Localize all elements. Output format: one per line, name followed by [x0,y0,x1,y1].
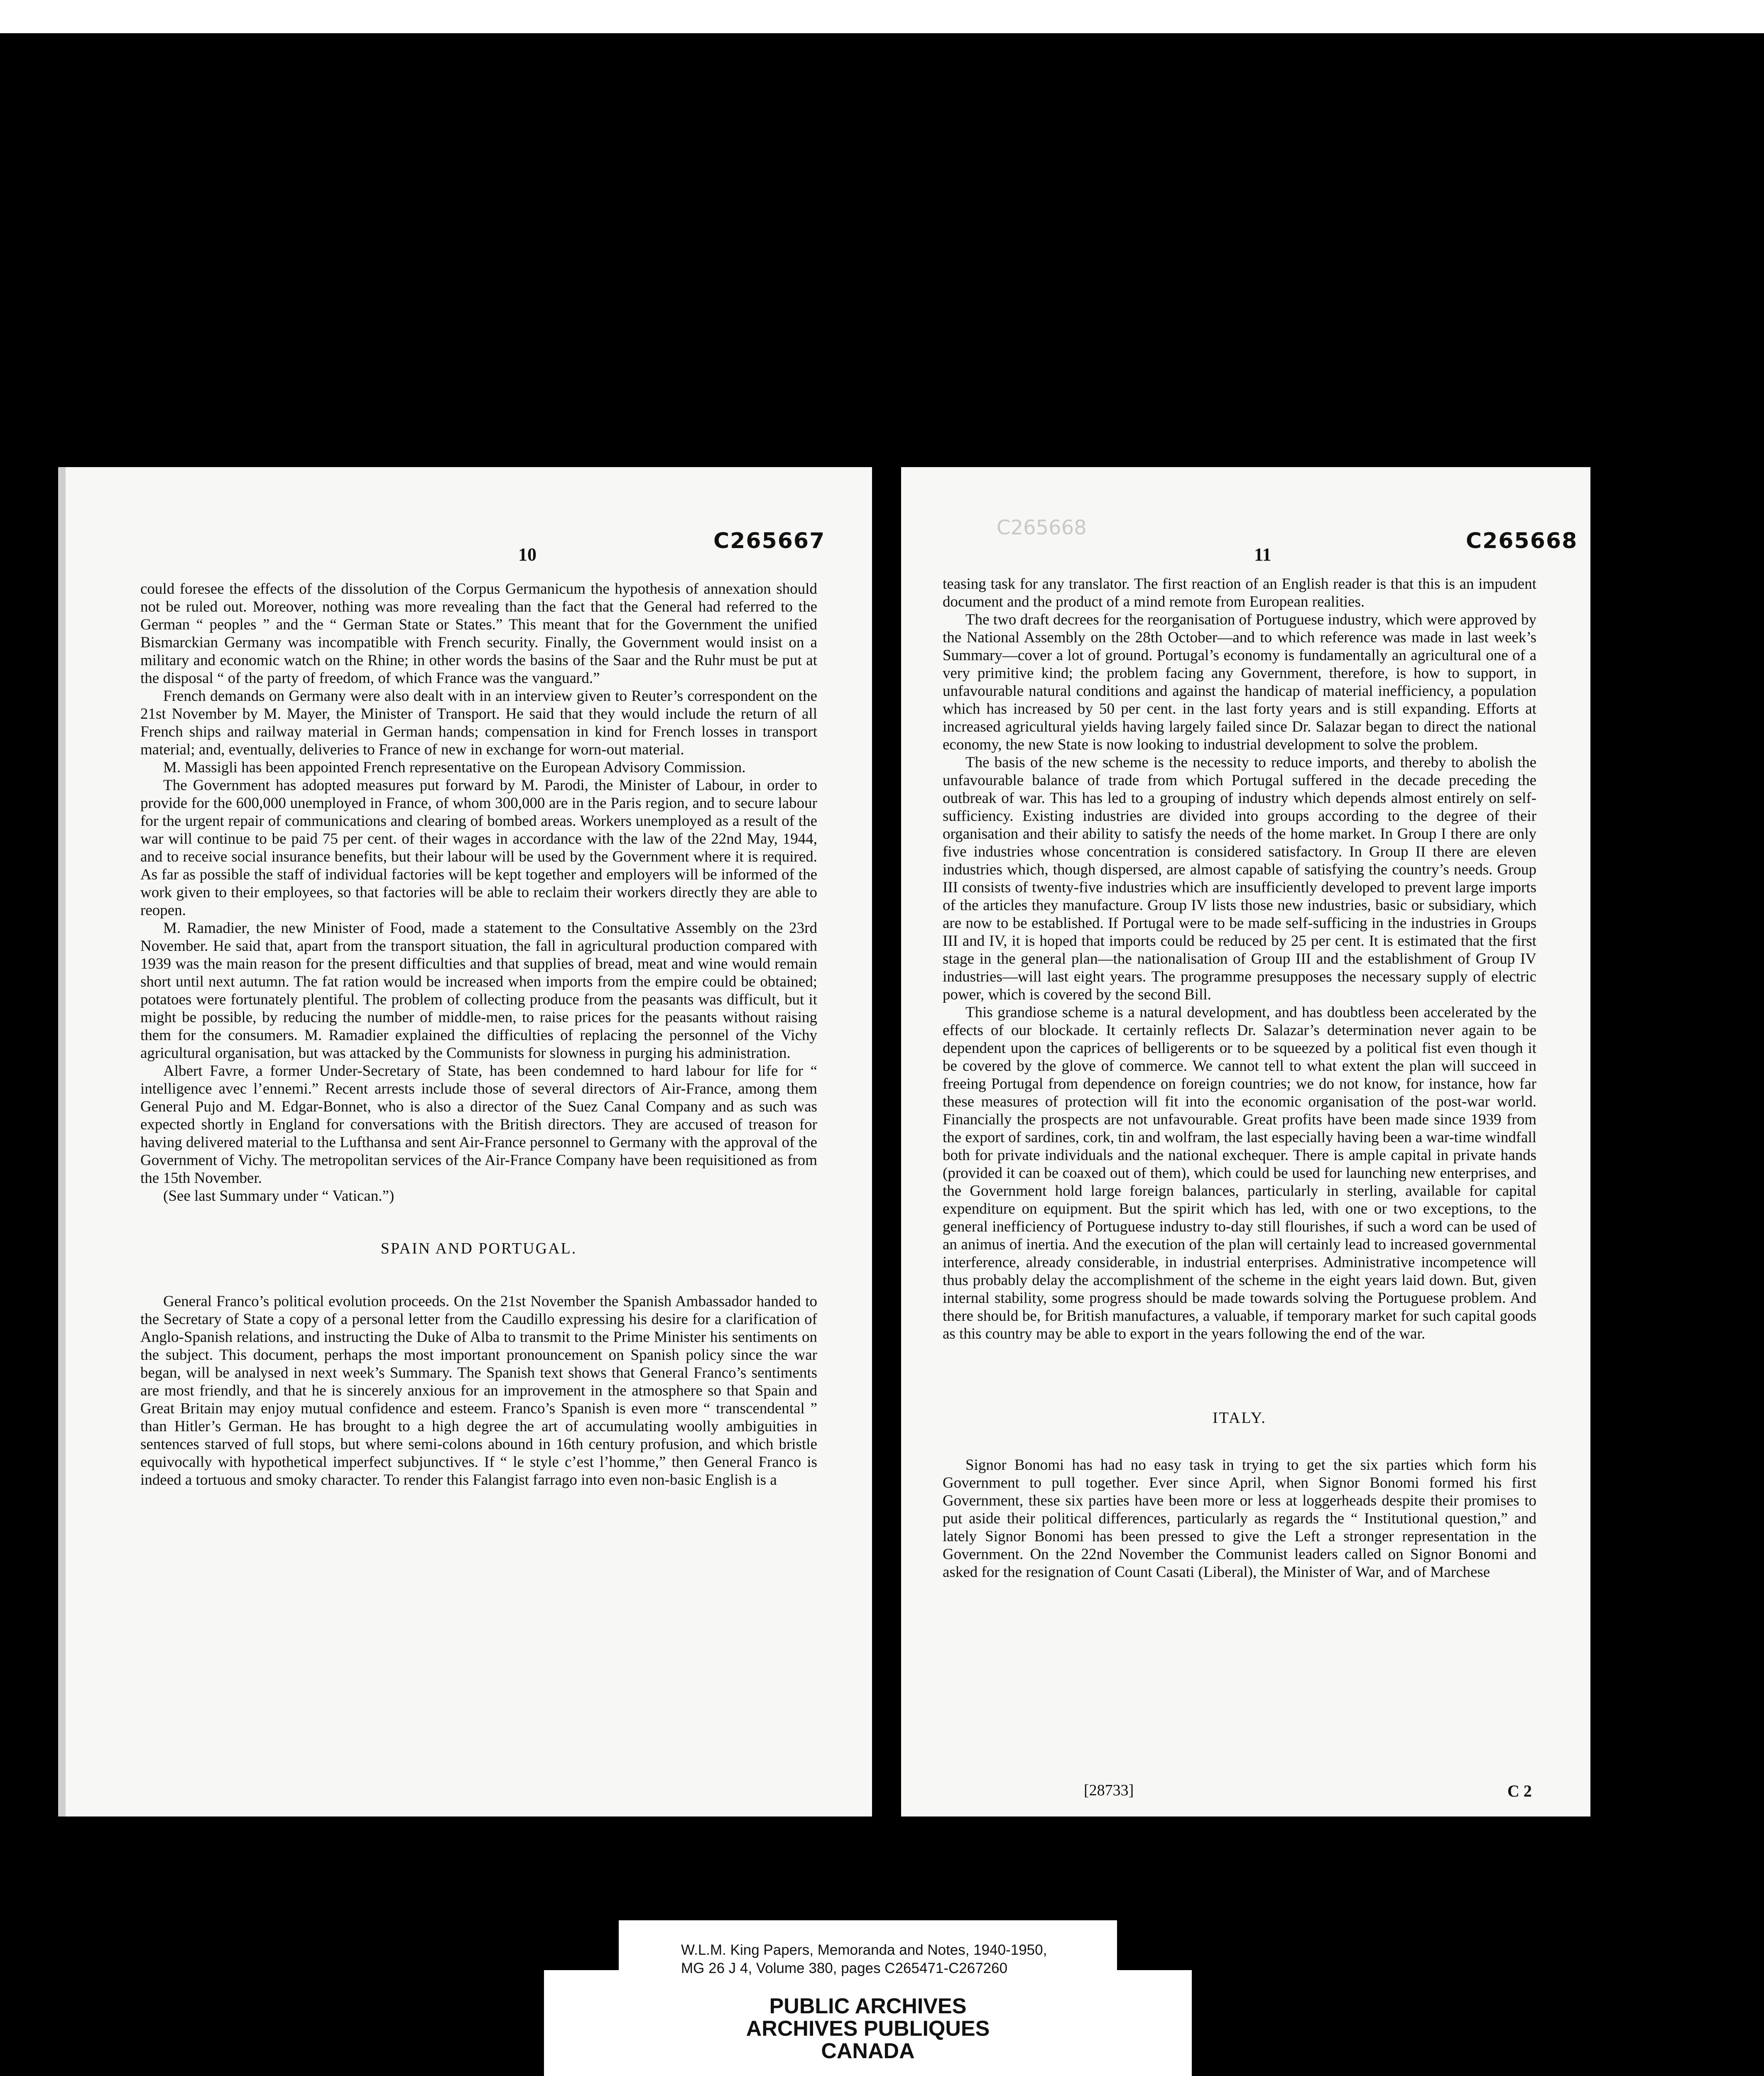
right-paragraph: The two draft decrees for the reorganisation of Portuguese industry, which were approved by the National Assembly on the 28th October—and to which reference was made in last week’s Summary—cover a lot of ground. Portugal’s economy is fundamentally an agricultural one of a very primitive kind; the problem facing any Government, therefore, is how to support, in unfavourable natural conditions and against the handicap of material inefficiency, a population which has increased by 50 per cent. in the last forty years and is still expanding. Efforts at increased agricultural yields having largely failed since Dr. Salazar began to direct the national economy, the new State is now looking to industrial development to solve the problem. [943,611,1536,753]
right-page [901,467,1590,1816]
right-paragraph: The basis of the new scheme is the necessity to reduce imports, and thereby to abolish the unfavourable balance of trade from which Portugal suffered in the decade preceding the outbreak of war. This has led to a grouping of industry which depends almost entirely on self-sufficiency. Existing industries are divided into groups according to the degree of their organisation and their ability to satisfy the needs of the home market. In Group I there are only five industries whose concentration is considered satisfactory. In Group II there are eleven industries which, though dispersed, are almost capable of satisfying the country’s needs. Group III consists of twenty-five industries which are insufficiently developed to prevent large imports of the articles they manufacture. Group IV lists those new industries, basic or subsidiary, which are now to be established. If Portugal were to be made self-sufficing in the industries in Groups III and IV, it is hoped that imports could be reduced by 25 per cent. It is estimated that the first stage in the general plan—the nationalisation of Group III and the establishment of Group IV industries—will last eight years. The programme presupposes the necessary supply of electric power, which is covered by the second Bill. [943,754,1536,1003]
footer-signature-mark: C 2 [1507,1782,1532,1800]
left-doc-code: C265667 [713,529,826,553]
left-paragraph: (See last Summary under “ Vatican.”) [163,1187,394,1204]
left-section-paragraph: General Franco’s political evolution proceeds. On the 21st November the Spanish Ambassador handed to the Secretary of State a copy of a personal letter from the Caudillo expressing his desire for a clarification of Anglo-Spanish relations, and instructing the Duke of Alba to transmit to the Prime Minister his sentiments on the subject. This document, perhaps the most important pronouncement on Spanish policy since the war began, will be analysed in next week’s Summary. The Spanish text shows that General Franco’s sentiments are most friendly, and that he is sincerely anxious for an improvement in the atmosphere so that Spain and Great Britain may enjoy mutual confidence and esteem. Franco’s Spanish is even more “ transcendental ” than Hitler’s German. He has brought to a high degree the art of accumulating woolly ambiguities in sentences starved of full stops, but where semi-colons abound in 16th century profusion, and which bristle equivocally with hypothetical imperfect subjunctives. If “ le style c’est l’homme,” then General Franco is indeed a tortuous and smoky character. To render this Falangist farrago into even non-basic English is a [140,1293,817,1488]
left-page-number: 10 [518,544,537,565]
left-paragraph: could foresee the effects of the dissolution of the Corpus Germanicum the hypothesis of annexation should not be ruled out. Moreover, nothing was more revealing than the fact that the General had referred to the German “ peoples ” and the “ German State or States.” This meant that for the Government the unified Bismarckian Germany was incompatible with French security. Finally, the Government would insist on a military and economic watch on the Rhine; in other words the basins of the Saar and the Ruhr must be put at the disposal “ of the party of freedom, of which France was the vanguard.” [140,580,817,687]
right-body-text [943,575,1536,1581]
citation-line: MG 26 J 4, Volume 380, pages C265471-C267260 [681,1960,1008,1976]
right-paragraph: This grandiose scheme is a natural development, and has doubtless been accelerated by the effects of our blockade. It certainly reflects Dr. Salazar’s determination never again to be dependent upon the caprices of belligerents or to be squeezed by a political fist even though it be covered by the glove of commerce. We cannot tell to what extent the plan will succeed in freeing Portugal from dependence on foreign countries; we do not know, for instance, how far these measures of protection will fit into the economic organisation of the post-war world. Financially the prospects are not unfavourable. Great profits have been made since 1939 from the export of sardines, cork, tin and wolfram, the last especially having been a war-time windfall both for private individuals and the national exchequer. There is ample capital in private hands (provided it can be coaxed out of them), which could be used for launching new enterprises, and the Government hold large foreign balances, particularly in sterling, available for capital expenditure on equipment. But the spirit which has led, with one or two exceptions, to the general inefficiency of Portuguese industry to-day still flourishes, if such a word can be used of an animus of inertia. And the execution of the plan will certainly lead to increased governmental interference, already considerable, in industrial enterprises. Administrative incompetence will thus probably delay the accomplishment of the scheme in the eight years laid down. But, given internal stability, some progress should be made towards solving the Portuguese problem. And there should be, for British manufactures, a valuable, if temporary market for such capital goods as this country may be able to export in the years following the end of the war. [943,1004,1536,1342]
archives-title-line: CANADA [821,2039,915,2063]
left-paragraph: M. Massigli has been appointed French representative on the European Advisory Commission. [163,759,746,776]
label-notch-left [544,1920,619,1970]
archive-citation [681,1941,1138,1978]
right-ghost-code: C265668 [997,516,1087,539]
section-heading-italy: ITALY. [1213,1409,1267,1427]
left-page [58,467,872,1816]
section-heading-spain-portugal: SPAIN AND PORTUGAL. [380,1240,577,1257]
left-paragraph: Albert Favre, a former Under-Secretary of State, has been condemned to hard labour for life for “ intelligence avec l’ennemi.” Recent arrests include those of several directors of Air-France, among them General Pujo and M. Edgar-Bonnet, who is also a director of the Suez Canal Company and as such was expected shortly in England for conversations with the British directors. They are accused of treason for having delivered material to the Lufthansa and sent Air-France personnel to Germany with the approval of the Government of Vichy. The metropolitan services of the Air-France Company have been requisitioned as from the 15th November. [140,1062,817,1187]
footer-reference-number: [28733] [1084,1782,1134,1799]
archives-title [544,1995,1192,2062]
left-paragraph: The Government has adopted measures put forward by M. Parodi, the Minister of Labour, in order to provide for the 600,000 unemployed in France, of whom 300,000 are in the Paris region, and to secure labour for the urgent repair of communications and clearing of bombed areas. Workers unemployed as a result of the war will continue to be paid 75 per cent. of their wages in accordance with the law of the 22nd May, 1944, and to receive social insurance benefits, but their labour will be used by the Government where it is required. As far as possible the staff of individual factories will be kept together and employers will be informed of the work given to their employees, so that factories will be able to reclaim their workers directly they are able to reopen. [140,777,817,919]
left-paragraph: French demands on Germany were also dealt with in an interview given to Reuter’s correspondent on the 21st November by M. Mayer, the Minister of Transport. He said that they would include the return of all French ships and railway material in German hands; compensation in kind for French losses in transport material; and, eventually, deliveries to France of new in exchange for worn-out material. [140,688,817,758]
right-doc-code: C265668 [1466,529,1578,553]
left-body-text [140,580,817,1489]
citation-line: W.L.M. King Papers, Memoranda and Notes, 1940-1950, [681,1942,1047,1958]
archives-title-line: ARCHIVES PUBLIQUES [746,2017,990,2041]
right-page-number: 11 [1254,544,1272,565]
scan-top-border [0,0,1764,33]
right-paragraph: teasing task for any translator. The first reaction of an English reader is that this is an impudent document and the product of a mind remote from European realities. [943,575,1536,610]
archive-label [544,1920,1192,2076]
archives-title-line: PUBLIC ARCHIVES [769,1994,967,2018]
right-section-paragraph: Signor Bonomi has had no easy task in trying to get the six parties which form his Government to pull together. Ever since April, when Signor Bonomi formed his first Government, these six parties have been more or less at loggerheads despite their promises to put aside their political differences, particularly as regards the “ Institutional question,” and lately Signor Bonomi has been pressed to give the Left a stronger representation in the Government. On the 22nd November the Communist leaders called on Signor Bonomi and asked for the resignation of Count Casati (Liberal), the Minister of War, and of Marchese [943,1457,1536,1581]
left-paragraph: M. Ramadier, the new Minister of Food, made a statement to the Consultative Assembly on the 23rd November. He said that, apart from the transport situation, the fall in agricultural production compared with 1939 was the main reason for the present difficulties and that supplies of bread, meat and wine would remain short until next autumn. The fat ration would be increased when imports from the empire could be obtained; potatoes were fortunately plentiful. The problem of collecting produce from the peasants was difficult, but it might be possible, by reducing the number of middle-men, to raise prices for the peasants without raising them for the consumers. M. Ramadier explained the difficulties of replacing the personnel of the Vichy agricultural organisation, but was attacked by the Communists for slowness in purging his administration. [140,920,817,1062]
